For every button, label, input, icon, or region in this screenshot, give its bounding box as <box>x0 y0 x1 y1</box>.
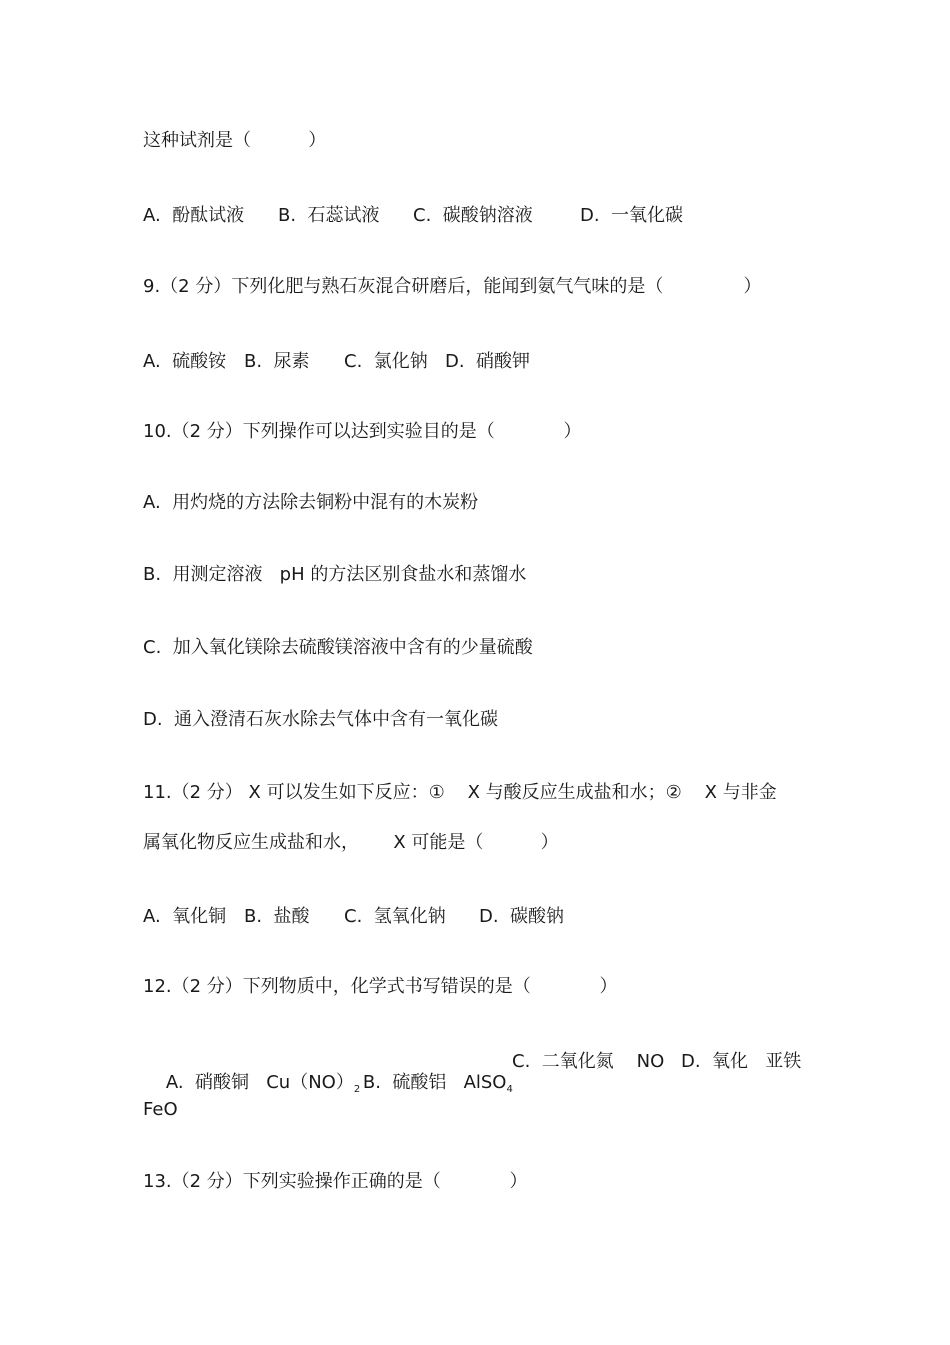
question-11-option-a: A. 氧化铜 <box>143 906 227 927</box>
question-10-option-c: C. 加入氧化镁除去硫酸镁溶液中含有的少量硫酸 <box>143 637 533 658</box>
question-12-stem: 12.（2 分）下列物质中，化学式书写错误的是（ ） <box>143 976 618 997</box>
question-11-stem-line-2: 属氧化物反应生成盐和水， X 可能是（ ） <box>143 832 559 853</box>
question-8-option-c: C. 碳酸钠溶液 <box>413 205 533 226</box>
question-12-option-b-text: B. 硫酸铝 AlSO <box>362 1072 507 1093</box>
question-10-option-d: D. 通入澄清石灰水除去气体中含有一氧化碳 <box>143 709 499 730</box>
question-12-option-d-continuation: FeO <box>143 1099 178 1120</box>
question-12-option-a-subscript: 2 <box>353 1084 361 1095</box>
question-10-option-b: B. 用测定溶液 pH 的方法区别食盐水和蒸馏水 <box>143 564 527 585</box>
question-10-option-a: A. 用灼烧的方法除去铜粉中混有的木炭粉 <box>143 492 479 513</box>
question-9-option-c: C. 氯化钠 <box>344 351 428 372</box>
question-8-stem-tail: 这种试剂是（ ） <box>143 130 327 151</box>
question-12-option-c: C. 二氧化氮 NO <box>512 1051 665 1072</box>
question-12-option-a-text: A. 硝酸铜 Cu（NO） <box>165 1072 354 1093</box>
question-11-stem-line-1: 11.（2 分） X 可以发生如下反应：① X 与酸反应生成盐和水；② X 与非金 <box>143 782 777 803</box>
question-12-option-d: D. 氧化 亚铁 <box>681 1051 802 1072</box>
question-12-option-b <box>340 1047 513 1116</box>
question-9-option-a: A. 硫酸铵 <box>143 351 227 372</box>
question-8-option-a: A. 酚酞试液 <box>143 205 245 226</box>
question-11-option-b: B. 盐酸 <box>244 906 310 927</box>
question-12-option-b-subscript: 4 <box>506 1084 513 1095</box>
question-8-option-b: B. 石蕊试液 <box>278 205 380 226</box>
question-11-option-d: D. 碳酸钠 <box>479 906 565 927</box>
question-9-stem: 9.（2 分）下列化肥与熟石灰混合研磨后，能闻到氨气气味的是（ ） <box>143 276 762 297</box>
question-8-option-d: D. 一氧化碳 <box>580 205 684 226</box>
question-10-stem: 10.（2 分）下列操作可以达到实验目的是（ ） <box>143 421 582 442</box>
question-11-option-c: C. 氢氧化钠 <box>344 906 446 927</box>
question-13-stem: 13.（2 分）下列实验操作正确的是（ ） <box>143 1171 528 1192</box>
question-9-option-b: B. 尿素 <box>244 351 310 372</box>
question-9-option-d: D. 硝酸钾 <box>445 351 531 372</box>
